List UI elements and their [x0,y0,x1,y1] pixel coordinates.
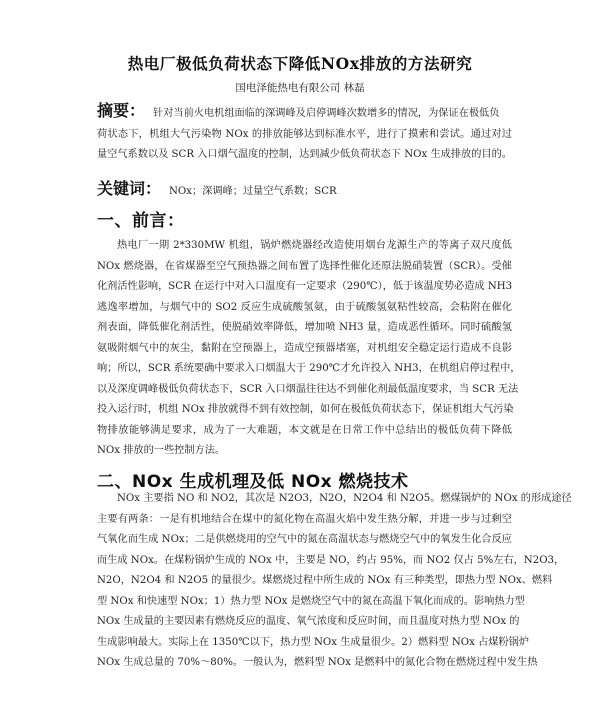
body-line: 氨吸附烟气中的灰尘，黏附在空预器上，造成空预器堵塞，对机组安全稳定运行造成不良影 [97,342,512,354]
body-line: 而生成 NOx。在煤粉锅炉生成的 NOx 中，主要是 NO，约占 95%，而 NO2 仅占 5%左右，N2O3， [97,554,565,566]
section-heading-nox: 二、NOx 生成机理及低 NOx 燃烧技术 [97,472,409,492]
body-line: 投入运行时，机组 NOx 排放就得不到有效控制，如何在极低负荷状态下，保证机组大气污染 [97,404,514,415]
keywords-text: NOx；深调峰；过量空气系数；SCR [169,186,337,197]
body-line: 生成影响最大。实际上在 1350℃以下，热力型 NOx 生成量很少。2）燃料型 NOx 占煤粉锅炉 [97,636,530,648]
abstract-text: 针对当前火电机组面临的深调峰及启停调峰次数增多的情况，为保证在极低负 [153,108,500,119]
body-line: 逃逸率增加，与烟气中的 SO2 反应生成硫酸氢氨，由于硫酸氢氨粘性较高，会粘附在催化 [97,301,512,313]
nox-paragraph [97,489,572,674]
body-line: NOx 主要指 NO 和 NO2，其次是 N2O3，N2O，N2O4 和 N2O5。燃煤锅炉的 NOx 的形成途径 [117,493,572,504]
body-line: 以及深度调峰极低负荷状态下，SCR 入口烟温往往达不到催化剂最低温度要求，当 SCR 无法 [97,383,519,395]
body-line: 化剂活性影响，SCR 在运行中对入口温度有一定要求（290℃），低于该温度势必造成 NH3 [97,281,513,292]
abstract-line [97,101,512,125]
abstract-line: 荷状态下，机组大气污染物 NOx 的排放能够达到标准水平，进行了摸索和尝试。通过对过 [97,128,512,140]
body-line: 热电厂一期 2*330MW 机组，锅炉燃烧器经改造使用烟台龙源生产的等离子双尺度低 [117,240,512,251]
paper-title: 热电厂极低负荷状态下降低NOx排放的方法研究 [127,54,473,73]
body-line: 剂表面，降低催化剂活性，使脱硝效率降低，增加喷 NH3 量，造成恶性循环。同时硫酸氢 [97,322,512,333]
author-line: 国电泽能热电有限公司 林磊 [235,82,365,94]
abstract-label: 摘要： [97,101,146,120]
body-line: 型 NOx 和快速型 NOx；1）热力型 NOx 是燃烧空气中的氮在高温下氧化而成的。影响热力型 [97,595,525,607]
preface-paragraph [97,236,521,462]
body-line: NOx 燃烧器，在省煤器至空气预热器之间布置了选择性催化还原法脱硝装置（SCR）。受催 [97,260,512,272]
body-line: 物排放能够满足要求，成为了一大难题，本文就是在日常工作中总结出的极低负荷下降低 [97,424,512,436]
body-line: N2O，N2O4 和 N2O5 的量很少。煤燃烧过程中所生成的 NOx 有三种类型，即热力型 NOx、燃料 [97,575,553,586]
keywords-label: 关键词： [97,179,162,198]
body-line: 主要有两条：一是有机地结合在煤中的氮化物在高温火焰中发生热分解，并进一步与过剩空 [97,513,512,525]
abstract-block [97,101,512,166]
body-line: 气氧化而生成 NOx；二是供燃烧用的空气中的氮在高温状态与燃烧空气中的氧发生化合反应 [97,534,512,545]
body-line: NOx 生成总量的 70%～80%。一般认为，燃料型 NOx 是燃料中的氮化合物在燃烧过程中发生热 [97,657,538,668]
body-line: 响；所以，SCR 系统要确中要求入口烟温大于 290℃才允许投入 NH3，在机组启停过程中， [97,363,521,374]
abstract-line: 量空气系数以及 SCR 入口烟气温度的控制，达到减少低负荷状态下 NOx 生成排放的目的。 [97,149,512,160]
section-heading-preface: 一、前言： [97,211,185,231]
body-line: NOx 排放的一些控制方法。 [97,445,226,456]
keywords-block [97,176,337,199]
body-line: NOx 生成量的主要因素有燃烧反应的温度、氧气浓度和反应时间，而且温度对热力型 NOx 的 [97,616,520,627]
